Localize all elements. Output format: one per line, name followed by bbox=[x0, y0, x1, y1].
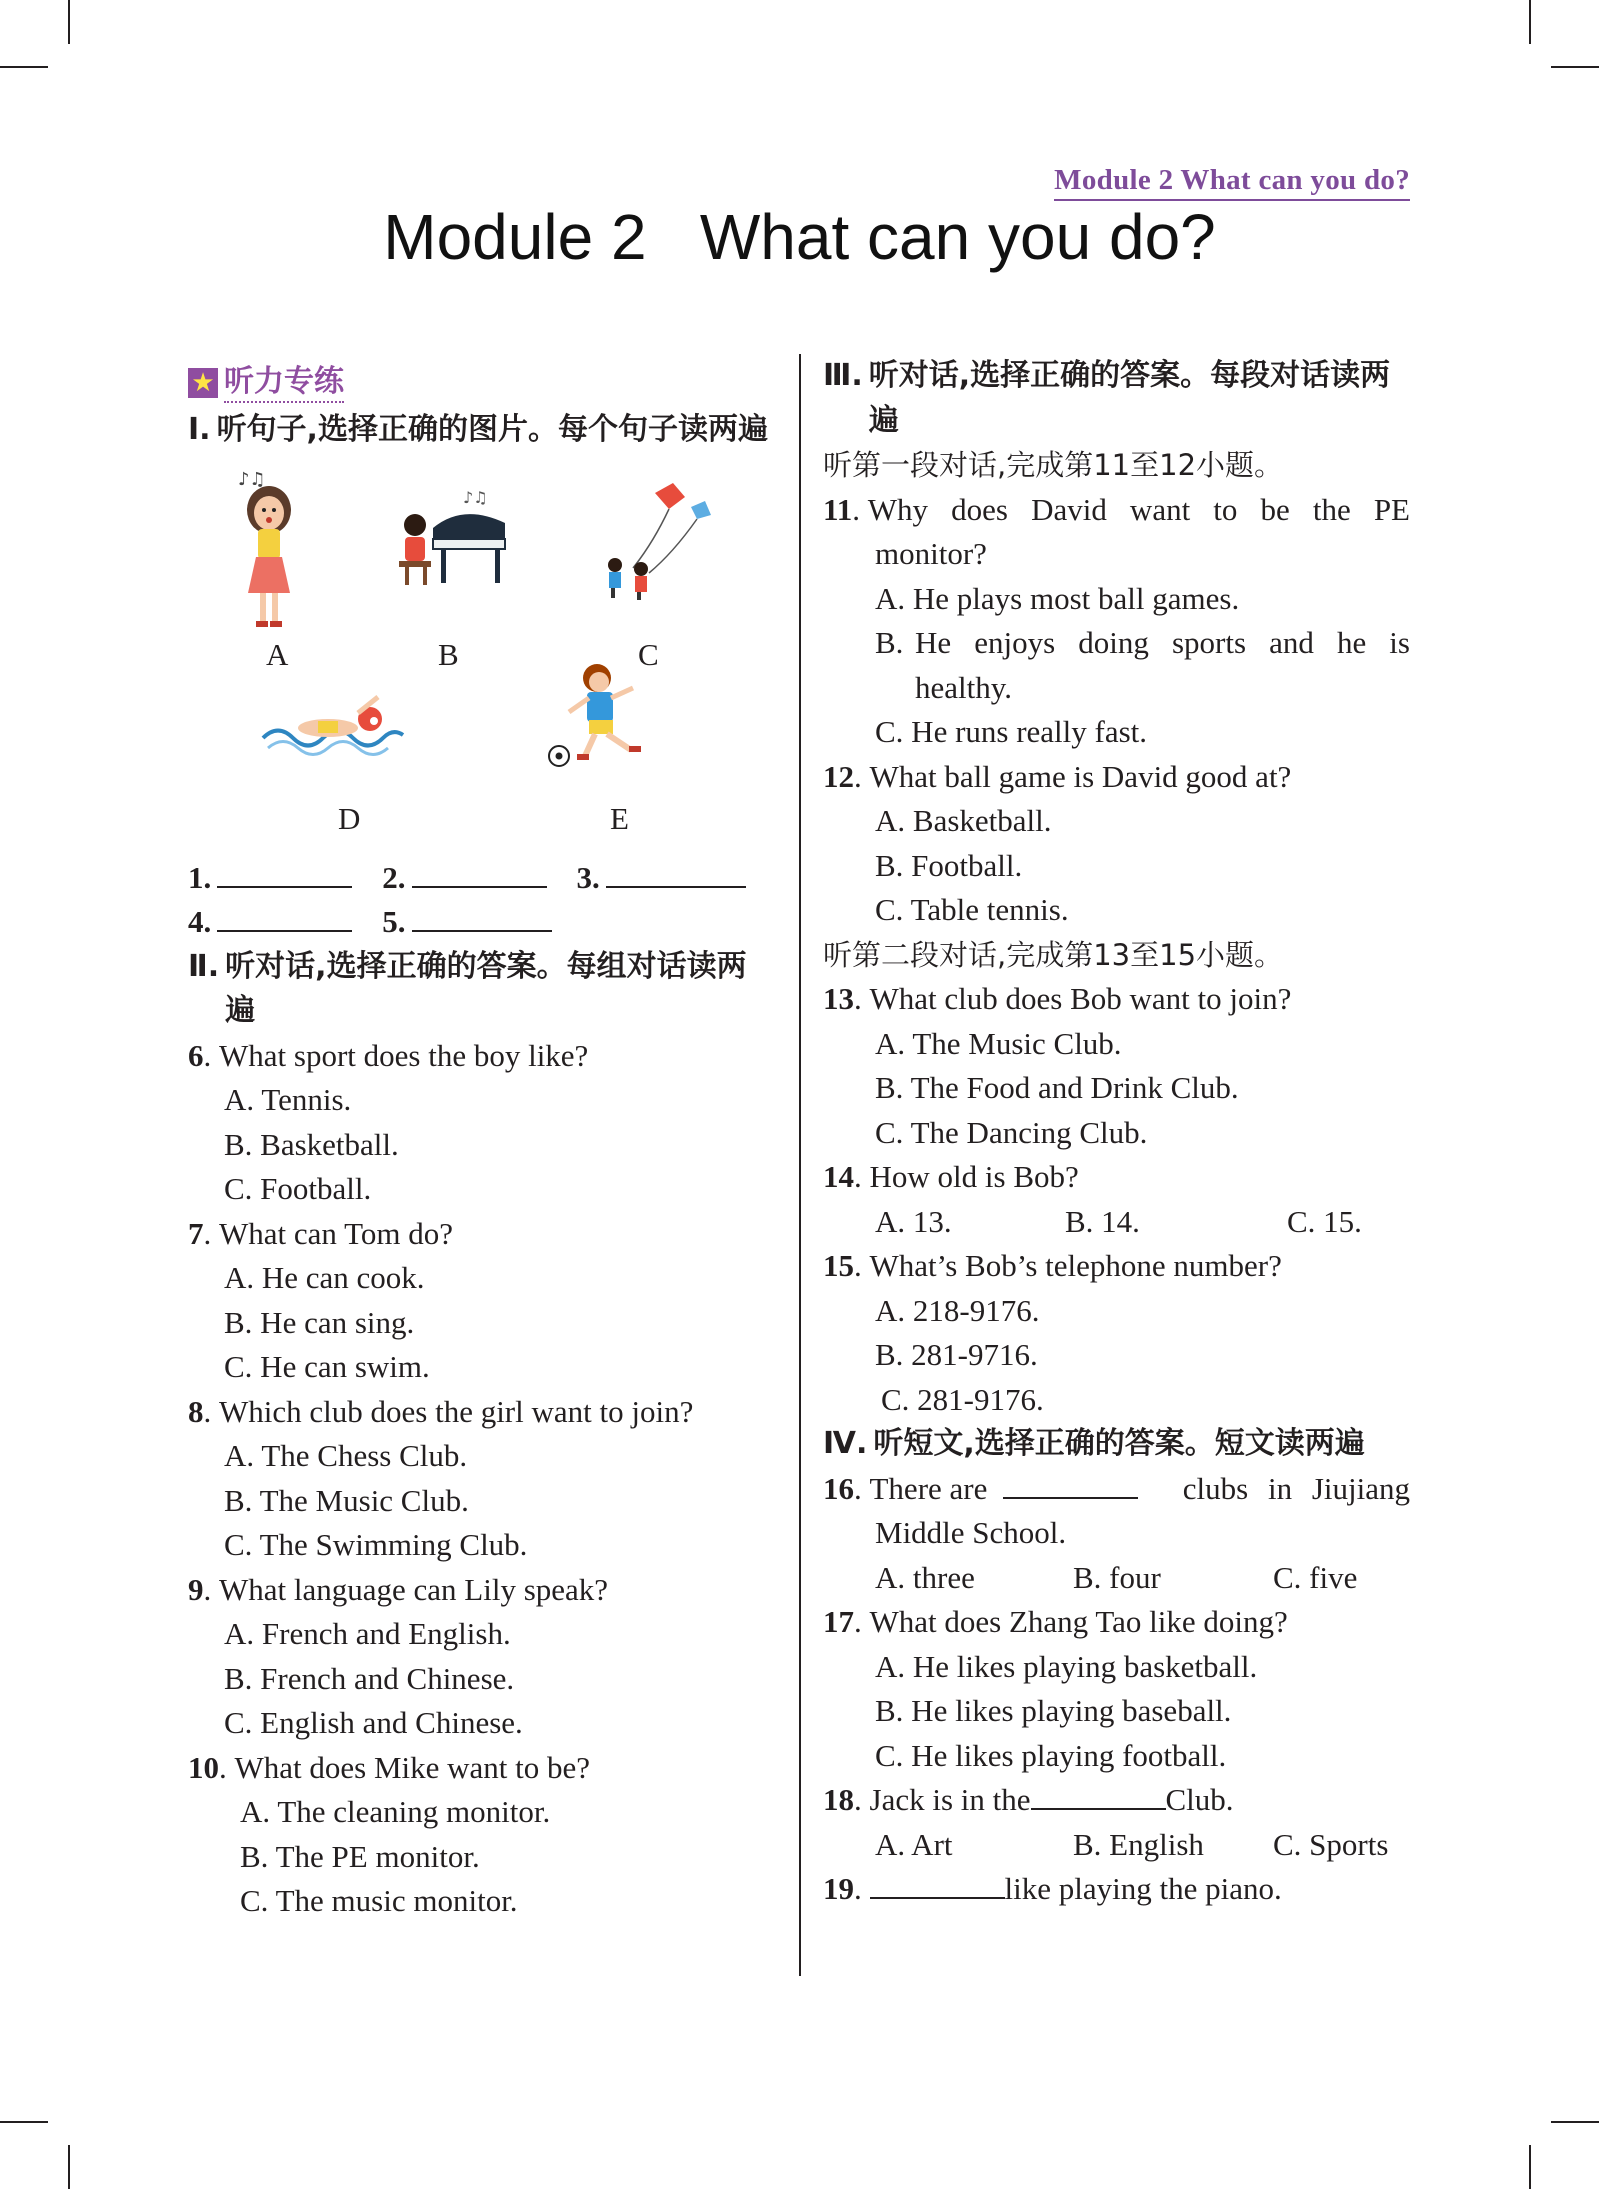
option-a[interactable]: A. three bbox=[875, 1559, 975, 1595]
option-c[interactable]: C. Table tennis. bbox=[875, 892, 1069, 927]
answer-number: 2. bbox=[382, 859, 406, 895]
question-dot: . bbox=[854, 1159, 870, 1194]
option-a[interactable]: A. He likes playing basketball. bbox=[875, 1648, 1258, 1684]
question-dot: . bbox=[203, 1571, 219, 1607]
part3-sub-instruction-2: 听第二段对话,完成第13至15小题。 bbox=[823, 937, 1284, 972]
answer-blank[interactable] bbox=[606, 856, 746, 888]
girl-playing-piano-illustration bbox=[393, 483, 513, 593]
question-text-post: clubs in Jiujiang bbox=[1182, 1470, 1410, 1506]
option-b[interactable]: B. He can sing. bbox=[224, 1304, 415, 1340]
question-dot: . bbox=[203, 1037, 219, 1073]
option-letter: B. bbox=[875, 625, 904, 660]
answer-number: 4. bbox=[188, 904, 212, 939]
star-icon: ★ bbox=[188, 368, 218, 398]
option-b[interactable]: B. English bbox=[1073, 1826, 1204, 1862]
part1-instruction-text: 听句子,选择正确的图片。每个句子读两遍 bbox=[216, 412, 768, 447]
part3-instruction-text: 听对话,选择正确的答案。每段对话读两遍 bbox=[868, 358, 1391, 438]
question-dot: . bbox=[854, 1782, 870, 1817]
answer-number: 1. bbox=[188, 859, 212, 895]
answer-row-1 bbox=[188, 856, 773, 901]
question-number: 14 bbox=[823, 1159, 854, 1194]
answer-blank[interactable] bbox=[412, 900, 552, 932]
picture-label-a: A bbox=[266, 636, 289, 672]
question-text: How old is Bob? bbox=[869, 1159, 1079, 1194]
option-c[interactable]: C. The Swimming Club. bbox=[224, 1527, 528, 1562]
question-number: 13 bbox=[823, 981, 854, 1016]
kids-flying-kite-illustration bbox=[593, 473, 723, 603]
option-a[interactable]: A. The Chess Club. bbox=[224, 1438, 468, 1473]
question-number: 19 bbox=[823, 1871, 854, 1906]
option-b[interactable]: B. Football. bbox=[875, 847, 1023, 883]
part2-numeral: Ⅱ. bbox=[188, 948, 220, 984]
crop-mark bbox=[1529, 0, 1531, 44]
question-text: Which club does the girl want to join? bbox=[219, 1393, 694, 1429]
option-b[interactable]: B. He likes playing baseball. bbox=[875, 1693, 1232, 1728]
option-c[interactable]: C. 281-9176. bbox=[881, 1381, 1044, 1417]
question-14 bbox=[823, 1155, 1410, 1244]
answer-number: 3. bbox=[576, 859, 600, 895]
question-dot: . bbox=[852, 491, 868, 527]
answer-blank[interactable] bbox=[217, 856, 352, 888]
option-c[interactable]: C. The music monitor. bbox=[240, 1883, 518, 1918]
question-text-line2: Middle School. bbox=[875, 1515, 1067, 1550]
crop-mark bbox=[0, 66, 48, 68]
answer-number: 5. bbox=[382, 904, 406, 939]
listening-section-badge bbox=[188, 358, 773, 408]
crop-mark bbox=[0, 2121, 48, 2123]
svg-text:♪♫: ♪♫ bbox=[463, 487, 488, 507]
question-dot: . bbox=[854, 981, 870, 1016]
option-c[interactable]: C. The Dancing Club. bbox=[875, 1114, 1148, 1150]
part2-instruction bbox=[188, 945, 773, 1034]
option-b[interactable]: B. 14. bbox=[1065, 1203, 1140, 1239]
answer-blank[interactable] bbox=[217, 900, 352, 932]
question-text: What can Tom do? bbox=[219, 1215, 453, 1251]
question-number: 10 bbox=[188, 1749, 219, 1785]
question-12 bbox=[823, 755, 1410, 933]
boy-playing-football-illustration bbox=[545, 658, 665, 773]
column-divider bbox=[799, 354, 801, 1976]
question-text: What sport does the boy like? bbox=[219, 1037, 589, 1073]
question-19 bbox=[823, 1867, 1410, 1912]
question-number: 12 bbox=[823, 758, 854, 794]
question-dot: . bbox=[854, 1604, 870, 1639]
part1-numeral: Ⅰ. bbox=[188, 412, 211, 447]
question-number: 15 bbox=[823, 1248, 854, 1283]
answer-blank[interactable] bbox=[870, 1867, 1005, 1899]
question-dot: . bbox=[203, 1393, 219, 1429]
girl-swimming-illustration bbox=[258, 683, 408, 763]
question-number: 18 bbox=[823, 1782, 854, 1817]
question-text-line2: monitor? bbox=[875, 536, 987, 571]
question-11 bbox=[823, 488, 1410, 755]
crop-mark bbox=[68, 2145, 70, 2189]
option-c[interactable]: C. He likes playing football. bbox=[875, 1737, 1227, 1773]
option-a[interactable]: A. The cleaning monitor. bbox=[240, 1794, 551, 1829]
question-text-line1: Why does David want to be the PE bbox=[867, 491, 1410, 527]
option-b[interactable]: B. French and Chinese. bbox=[224, 1660, 515, 1696]
question-text: What does Zhang Tao like doing? bbox=[869, 1604, 1288, 1639]
answer-slot bbox=[188, 900, 352, 945]
option-b[interactable] bbox=[823, 621, 1410, 710]
question-9 bbox=[188, 1568, 773, 1746]
option-c[interactable]: C. 15. bbox=[1287, 1203, 1362, 1239]
part2-instruction-text: 听对话,选择正确的答案。每组对话读两遍 bbox=[225, 948, 747, 1028]
picture-label-c: C bbox=[638, 636, 659, 672]
question-dot: . bbox=[854, 758, 870, 794]
part3-instruction bbox=[823, 354, 1410, 443]
answer-blank[interactable] bbox=[412, 856, 547, 888]
answer-blank[interactable] bbox=[1003, 1467, 1138, 1499]
question-text-pre: There are bbox=[869, 1470, 988, 1506]
crop-mark bbox=[1529, 2145, 1531, 2189]
part4-instruction-text: 听短文,选择正确的答案。短文读两遍 bbox=[873, 1426, 1365, 1461]
option-c[interactable]: C. He can swim. bbox=[224, 1349, 430, 1384]
answer-slot bbox=[382, 900, 551, 945]
crop-mark bbox=[68, 0, 70, 44]
answer-row-2 bbox=[188, 900, 773, 945]
question-dot: . bbox=[854, 1871, 870, 1906]
option-row bbox=[823, 1556, 1410, 1601]
question-text-post: Club. bbox=[1165, 1782, 1234, 1817]
left-column bbox=[188, 354, 773, 1924]
option-a[interactable]: A. He can cook. bbox=[224, 1260, 425, 1295]
question-text: What club does Bob want to join? bbox=[869, 981, 1292, 1016]
question-dot: . bbox=[854, 1248, 870, 1283]
option-b[interactable]: B. 281-9716. bbox=[875, 1337, 1038, 1372]
option-b[interactable]: B. The PE monitor. bbox=[240, 1838, 480, 1874]
part3-numeral: Ⅲ. bbox=[823, 358, 863, 393]
question-10 bbox=[188, 1746, 773, 1924]
svg-text:♪♫: ♪♫ bbox=[238, 468, 266, 490]
option-b[interactable]: B. The Music Club. bbox=[224, 1482, 469, 1518]
question-number: 9 bbox=[188, 1571, 204, 1607]
picture-label-e: E bbox=[610, 800, 629, 836]
option-c[interactable]: C. five bbox=[1273, 1559, 1358, 1595]
section-badge-label: 听力专练 bbox=[224, 363, 344, 403]
crop-mark bbox=[1551, 2121, 1599, 2123]
option-text: He enjoys doing sports and he is healthy. bbox=[915, 625, 1410, 705]
option-c[interactable]: C. Sports bbox=[1273, 1826, 1389, 1862]
question-text: What does Mike want to be? bbox=[234, 1749, 591, 1785]
option-a[interactable]: A. Tennis. bbox=[224, 1082, 352, 1117]
right-column bbox=[823, 354, 1410, 1912]
option-c[interactable]: C. He runs really fast. bbox=[875, 714, 1148, 749]
question-17 bbox=[823, 1600, 1410, 1778]
option-a[interactable]: A. 218-9176. bbox=[875, 1292, 1040, 1328]
question-number: 16 bbox=[823, 1470, 854, 1506]
picture-options bbox=[188, 453, 773, 856]
question-text-pre: Jack is in the bbox=[869, 1782, 1031, 1817]
answer-slot bbox=[188, 856, 352, 901]
option-a[interactable]: A. The Music Club. bbox=[875, 1025, 1122, 1061]
option-a[interactable]: A. 13. bbox=[875, 1203, 952, 1239]
page-title: Module 2 What can you do? bbox=[383, 201, 1216, 273]
question-dot: . bbox=[854, 1470, 870, 1506]
option-row bbox=[823, 1200, 1410, 1245]
question-number: 17 bbox=[823, 1604, 854, 1639]
part4-instruction bbox=[823, 1422, 1410, 1467]
option-row bbox=[823, 1823, 1410, 1868]
question-dot: . bbox=[219, 1749, 235, 1785]
question-7 bbox=[188, 1212, 773, 1390]
answer-blank[interactable] bbox=[1031, 1778, 1166, 1810]
question-16-start bbox=[823, 1467, 1138, 1512]
question-text: What ball game is David good at? bbox=[869, 758, 1292, 794]
option-a[interactable]: A. He plays most ball games. bbox=[875, 580, 1240, 616]
question-13 bbox=[823, 977, 1410, 1155]
option-a[interactable]: A. French and English. bbox=[224, 1616, 511, 1651]
option-c[interactable]: C. Football. bbox=[224, 1171, 372, 1206]
part3-sub-instruction-1: 听第一段对话,完成第11至12小题。 bbox=[823, 448, 1284, 482]
question-number: 6 bbox=[188, 1037, 204, 1073]
question-16 bbox=[823, 1467, 1410, 1601]
question-8 bbox=[188, 1390, 773, 1568]
question-number: 11 bbox=[823, 491, 853, 527]
question-text-post: like playing the piano. bbox=[1004, 1871, 1282, 1906]
option-b[interactable]: B. four bbox=[1073, 1559, 1161, 1595]
question-dot: . bbox=[203, 1215, 219, 1251]
girl-singing-illustration bbox=[234, 465, 304, 635]
option-a[interactable]: A. Art bbox=[875, 1826, 953, 1862]
question-number: 7 bbox=[188, 1215, 204, 1251]
running-header: Module 2 What can you do? bbox=[1054, 164, 1410, 201]
option-a[interactable]: A. Basketball. bbox=[875, 803, 1052, 838]
question-text: What language can Lily speak? bbox=[219, 1571, 609, 1607]
option-b[interactable]: B. The Food and Drink Club. bbox=[875, 1070, 1239, 1105]
picture-label-b: B bbox=[438, 636, 459, 672]
crop-mark bbox=[1551, 66, 1599, 68]
question-15 bbox=[823, 1244, 1410, 1422]
question-number: 8 bbox=[188, 1393, 204, 1429]
question-6 bbox=[188, 1034, 773, 1212]
answer-slot bbox=[382, 856, 546, 901]
picture-label-d: D bbox=[338, 800, 361, 836]
option-c[interactable]: C. English and Chinese. bbox=[224, 1705, 523, 1740]
answer-slot bbox=[577, 856, 746, 901]
part4-numeral: Ⅳ. bbox=[823, 1426, 868, 1461]
question-text: What’s Bob’s telephone number? bbox=[869, 1248, 1282, 1283]
question-18 bbox=[823, 1778, 1410, 1867]
option-b[interactable]: B. Basketball. bbox=[224, 1126, 399, 1162]
part1-instruction bbox=[188, 408, 773, 453]
